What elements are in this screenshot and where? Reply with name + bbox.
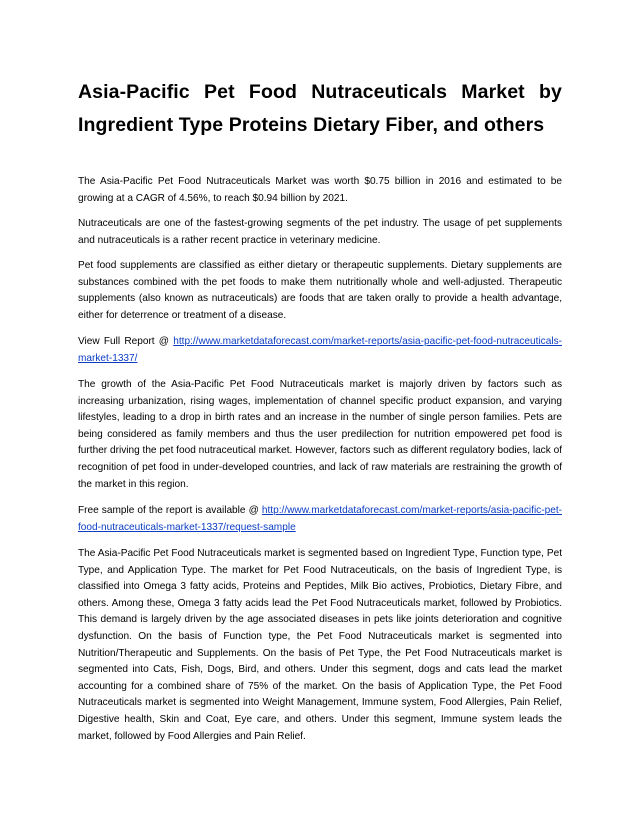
full-report-link[interactable]: http://www.marketdataforecast.com/market-reports/asia-pacific-pet-food-nutraceuticals-market-1337/ [78, 336, 562, 364]
paragraph-market-segmentation: The Asia-Pacific Pet Food Nutraceuticals market is segmented based on Ingredient Type, Function type, Pet Type, and Application Type. The market for Pet Food Nutraceuticals, on the basis of Ingredient Type, is classified into Omega 3 fatty acids, Proteins and Peptides, Milk Bio actives, Probiotics, Dietary Fibre, and others. Among these, Omega 3 fatty acids lead the Pet Food Nutraceuticals market, followed by Probiotics. This demand is largely driven by the age associated diseases in pets like joints deterioration and cognitive dysfunction. On the basis of Function type, the Pet Food Nutraceuticals market is segmented into Nutrition/Therapeutic and Supplements. On the basis of Pet Type, the Pet Food Nutraceuticals market is segmented into Cats, Fish, Dogs, Bird, and others. Under this segment, dogs and cats lead the market accounting for a combined share of 75% of the market. On the basis of Application Type, the Pet Food Nutraceuticals market is segmented into Weight Management, Immune system, Food Allergies, Pain Relief, Digestive health, Skin and Coat, Eye care, and others. Under this segment, Immune system leads the market, followed by Food Allergies and Pain Relief. [78, 548, 562, 742]
paragraph-supplement-classification: Pet food supplements are classified as either dietary or therapeutic supplements. Dietary supplements are substances combined with the pet foods to make them nutritionally whole and well-adjusted. Therapeutic supplements (also known as nutraceuticals) are foods that are taken orally to provide a health advantage, either for deterrence or treatment of a disease. [78, 260, 562, 321]
paragraph-free-sample [78, 503, 562, 536]
paragraph-nutraceuticals-intro: Nutraceuticals are one of the fastest-growing segments of the pet industry. The usage of pet supplements and nutraceuticals is a rather recent practice in veterinary medicine. [78, 218, 562, 246]
document-page [78, 66, 563, 742]
paragraph-view-full-report [78, 334, 562, 367]
view-report-label: View Full Report @ [78, 336, 174, 347]
page-title: Asia-Pacific Pet Food Nutraceuticals Market by Ingredient Type Proteins Dietary Fiber, and others [78, 81, 562, 136]
sample-request-link[interactable]: http://www.marketdataforecast.com/market-reports/asia-pacific-pet-food-nutraceuticals-market-1337/request-sample [78, 505, 562, 533]
paragraph-market-worth: The Asia-Pacific Pet Food Nutraceuticals Market was worth $0.75 billion in 2016 and estimated to be growing at a CAGR of 4.56%, to reach $0.94 billion by 2021. [78, 176, 562, 204]
paragraph-market-growth: The growth of the Asia-Pacific Pet Food Nutraceuticals market is majorly driven by factors such as increasing urbanization, rising wages, implementation of channel specific product expansion, and varying lifestyles, leading to a drop in birth rates and an increase in the number of single person families. Pets are being considered as family members and thus the user predilection for nutrition empowered pet food is further driving the pet food nutraceutical market. However, factors such as different regulatory bodies, lack of recognition of pet food in under-developed countries, and lack of raw materials are restraining the growth of the market in this region. [78, 379, 563, 490]
free-sample-label: Free sample of the report is available @ [78, 505, 262, 516]
